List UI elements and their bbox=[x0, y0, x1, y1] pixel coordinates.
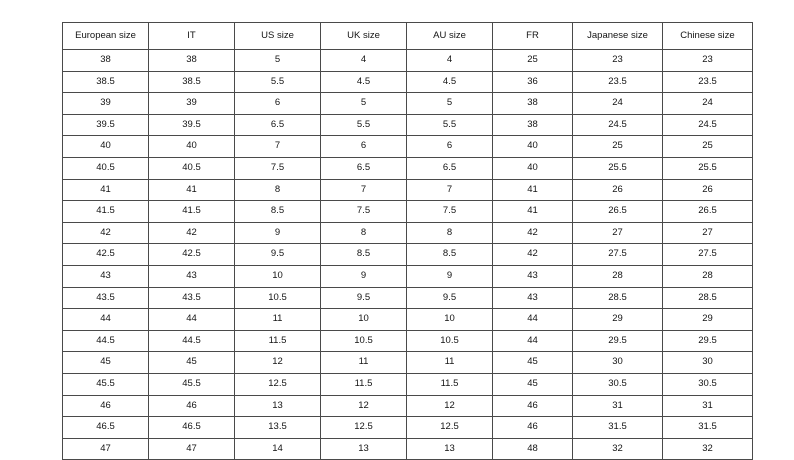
table-row bbox=[63, 265, 753, 287]
table-body bbox=[63, 50, 753, 460]
table-cell: 12.5 bbox=[321, 417, 407, 439]
table-cell: 4 bbox=[321, 50, 407, 72]
table-cell: 30 bbox=[573, 352, 663, 374]
table-cell: 26.5 bbox=[663, 201, 753, 223]
table-cell: 7 bbox=[235, 136, 321, 158]
table-cell: 42.5 bbox=[63, 244, 149, 266]
table-cell: 25 bbox=[573, 136, 663, 158]
table-cell: 10 bbox=[235, 265, 321, 287]
table-cell: 28 bbox=[663, 265, 753, 287]
table-cell: 11.5 bbox=[321, 373, 407, 395]
table-cell: 25.5 bbox=[573, 157, 663, 179]
table-cell: 26.5 bbox=[573, 201, 663, 223]
table-cell: 11.5 bbox=[235, 330, 321, 352]
table-cell: 13 bbox=[235, 395, 321, 417]
table-row bbox=[63, 222, 753, 244]
table-cell: 6.5 bbox=[235, 114, 321, 136]
table-row bbox=[63, 114, 753, 136]
table-cell: 38.5 bbox=[149, 71, 235, 93]
table-row bbox=[63, 438, 753, 460]
table-cell: 44 bbox=[149, 309, 235, 331]
table-cell: 27 bbox=[573, 222, 663, 244]
table-cell: 27 bbox=[663, 222, 753, 244]
table-cell: 42 bbox=[493, 222, 573, 244]
column-header: IT bbox=[149, 23, 235, 50]
table-cell: 5 bbox=[321, 93, 407, 115]
table-cell: 5.5 bbox=[407, 114, 493, 136]
table-cell: 25 bbox=[493, 50, 573, 72]
table-cell: 43.5 bbox=[63, 287, 149, 309]
table-cell: 11.5 bbox=[407, 373, 493, 395]
table-cell: 39.5 bbox=[149, 114, 235, 136]
table-cell: 13.5 bbox=[235, 417, 321, 439]
table-cell: 40 bbox=[63, 136, 149, 158]
table-cell: 8.5 bbox=[235, 201, 321, 223]
table-cell: 43 bbox=[149, 265, 235, 287]
table-row bbox=[63, 309, 753, 331]
table-row bbox=[63, 373, 753, 395]
table-cell: 47 bbox=[63, 438, 149, 460]
table-cell: 39 bbox=[63, 93, 149, 115]
table-cell: 23 bbox=[573, 50, 663, 72]
table-cell: 41 bbox=[63, 179, 149, 201]
table-cell: 45.5 bbox=[63, 373, 149, 395]
table-cell: 46 bbox=[149, 395, 235, 417]
table-cell: 41.5 bbox=[149, 201, 235, 223]
table-cell: 24 bbox=[573, 93, 663, 115]
table-cell: 46 bbox=[493, 417, 573, 439]
table-cell: 6.5 bbox=[321, 157, 407, 179]
table-cell: 5 bbox=[235, 50, 321, 72]
table-cell: 40.5 bbox=[63, 157, 149, 179]
table-cell: 40 bbox=[493, 136, 573, 158]
table-cell: 7 bbox=[407, 179, 493, 201]
table-cell: 36 bbox=[493, 71, 573, 93]
table-cell: 44 bbox=[63, 309, 149, 331]
table-cell: 13 bbox=[321, 438, 407, 460]
table-row bbox=[63, 71, 753, 93]
table-cell: 12.5 bbox=[407, 417, 493, 439]
table-cell: 29 bbox=[663, 309, 753, 331]
table-row bbox=[63, 244, 753, 266]
table-cell: 24.5 bbox=[663, 114, 753, 136]
table-cell: 28.5 bbox=[573, 287, 663, 309]
table-row bbox=[63, 201, 753, 223]
table-row bbox=[63, 179, 753, 201]
table-cell: 42 bbox=[149, 222, 235, 244]
table-cell: 6 bbox=[235, 93, 321, 115]
table-cell: 6 bbox=[321, 136, 407, 158]
table-cell: 4 bbox=[407, 50, 493, 72]
table-cell: 10 bbox=[321, 309, 407, 331]
table-cell: 23.5 bbox=[573, 71, 663, 93]
table-cell: 30.5 bbox=[663, 373, 753, 395]
table-row bbox=[63, 157, 753, 179]
table-cell: 29.5 bbox=[573, 330, 663, 352]
table-cell: 47 bbox=[149, 438, 235, 460]
table-cell: 43 bbox=[493, 265, 573, 287]
table-row bbox=[63, 352, 753, 374]
table-cell: 6.5 bbox=[407, 157, 493, 179]
table-cell: 45 bbox=[149, 352, 235, 374]
table-cell: 31.5 bbox=[573, 417, 663, 439]
table-cell: 44.5 bbox=[63, 330, 149, 352]
table-cell: 28 bbox=[573, 265, 663, 287]
table-cell: 10 bbox=[407, 309, 493, 331]
table-cell: 45 bbox=[493, 373, 573, 395]
table-cell: 25 bbox=[663, 136, 753, 158]
table-cell: 45 bbox=[63, 352, 149, 374]
table-cell: 12 bbox=[321, 395, 407, 417]
table-cell: 30.5 bbox=[573, 373, 663, 395]
table-cell: 39 bbox=[149, 93, 235, 115]
table-cell: 10.5 bbox=[235, 287, 321, 309]
table-cell: 8 bbox=[407, 222, 493, 244]
table-cell: 30 bbox=[663, 352, 753, 374]
table-cell: 10.5 bbox=[321, 330, 407, 352]
table-cell: 48 bbox=[493, 438, 573, 460]
table-cell: 43 bbox=[493, 287, 573, 309]
table-cell: 12.5 bbox=[235, 373, 321, 395]
table-row bbox=[63, 395, 753, 417]
table-cell: 9 bbox=[235, 222, 321, 244]
table-cell: 46 bbox=[63, 395, 149, 417]
table-header-row bbox=[63, 23, 753, 50]
table-cell: 9.5 bbox=[321, 287, 407, 309]
table-cell: 41 bbox=[493, 201, 573, 223]
table-cell: 11 bbox=[235, 309, 321, 331]
table-cell: 39.5 bbox=[63, 114, 149, 136]
table-cell: 42.5 bbox=[149, 244, 235, 266]
table-cell: 42 bbox=[63, 222, 149, 244]
table-cell: 11 bbox=[321, 352, 407, 374]
table-cell: 32 bbox=[573, 438, 663, 460]
table-cell: 25.5 bbox=[663, 157, 753, 179]
table-cell: 29.5 bbox=[663, 330, 753, 352]
table-cell: 4.5 bbox=[407, 71, 493, 93]
table-cell: 12 bbox=[407, 395, 493, 417]
table-cell: 24.5 bbox=[573, 114, 663, 136]
table-cell: 38 bbox=[493, 114, 573, 136]
table-cell: 10.5 bbox=[407, 330, 493, 352]
table-cell: 14 bbox=[235, 438, 321, 460]
table-cell: 8 bbox=[235, 179, 321, 201]
table-cell: 41 bbox=[149, 179, 235, 201]
table-cell: 42 bbox=[493, 244, 573, 266]
table-row bbox=[63, 136, 753, 158]
table-cell: 5 bbox=[407, 93, 493, 115]
table-row bbox=[63, 93, 753, 115]
table-cell: 26 bbox=[573, 179, 663, 201]
table-cell: 31 bbox=[573, 395, 663, 417]
table-cell: 7 bbox=[321, 179, 407, 201]
column-header: FR bbox=[493, 23, 573, 50]
table-cell: 27.5 bbox=[663, 244, 753, 266]
table-cell: 7.5 bbox=[321, 201, 407, 223]
table-cell: 31.5 bbox=[663, 417, 753, 439]
table-cell: 8.5 bbox=[407, 244, 493, 266]
table-cell: 9 bbox=[321, 265, 407, 287]
column-header: Chinese size bbox=[663, 23, 753, 50]
table-cell: 46.5 bbox=[63, 417, 149, 439]
table-cell: 6 bbox=[407, 136, 493, 158]
table-cell: 11 bbox=[407, 352, 493, 374]
table-cell: 8.5 bbox=[321, 244, 407, 266]
table-cell: 40 bbox=[493, 157, 573, 179]
column-header: UK size bbox=[321, 23, 407, 50]
table-cell: 29 bbox=[573, 309, 663, 331]
table-cell: 38.5 bbox=[63, 71, 149, 93]
table-cell: 45 bbox=[493, 352, 573, 374]
table-cell: 5.5 bbox=[235, 71, 321, 93]
table-cell: 28.5 bbox=[663, 287, 753, 309]
table-row bbox=[63, 330, 753, 352]
column-header: US size bbox=[235, 23, 321, 50]
table-cell: 8 bbox=[321, 222, 407, 244]
table-cell: 7.5 bbox=[235, 157, 321, 179]
table-cell: 5.5 bbox=[321, 114, 407, 136]
table-cell: 38 bbox=[493, 93, 573, 115]
table-row bbox=[63, 287, 753, 309]
column-header: AU size bbox=[407, 23, 493, 50]
table-cell: 43.5 bbox=[149, 287, 235, 309]
size-conversion-table-wrapper bbox=[62, 22, 735, 460]
table-cell: 27.5 bbox=[573, 244, 663, 266]
table-cell: 9.5 bbox=[407, 287, 493, 309]
table-cell: 12 bbox=[235, 352, 321, 374]
table-cell: 13 bbox=[407, 438, 493, 460]
table-cell: 24 bbox=[663, 93, 753, 115]
table-cell: 9 bbox=[407, 265, 493, 287]
table-cell: 26 bbox=[663, 179, 753, 201]
table-cell: 38 bbox=[149, 50, 235, 72]
table-cell: 40 bbox=[149, 136, 235, 158]
table-cell: 9.5 bbox=[235, 244, 321, 266]
table-cell: 23 bbox=[663, 50, 753, 72]
table-row bbox=[63, 417, 753, 439]
table-row bbox=[63, 50, 753, 72]
table-cell: 44.5 bbox=[149, 330, 235, 352]
table-cell: 41 bbox=[493, 179, 573, 201]
table-header bbox=[63, 23, 753, 50]
table-cell: 7.5 bbox=[407, 201, 493, 223]
table-cell: 46 bbox=[493, 395, 573, 417]
table-cell: 44 bbox=[493, 309, 573, 331]
table-cell: 38 bbox=[63, 50, 149, 72]
column-header: European size bbox=[63, 23, 149, 50]
table-cell: 31 bbox=[663, 395, 753, 417]
table-cell: 4.5 bbox=[321, 71, 407, 93]
table-cell: 40.5 bbox=[149, 157, 235, 179]
table-cell: 44 bbox=[493, 330, 573, 352]
size-conversion-table bbox=[62, 22, 753, 460]
table-cell: 23.5 bbox=[663, 71, 753, 93]
table-cell: 32 bbox=[663, 438, 753, 460]
table-cell: 45.5 bbox=[149, 373, 235, 395]
table-cell: 43 bbox=[63, 265, 149, 287]
table-cell: 46.5 bbox=[149, 417, 235, 439]
column-header: Japanese size bbox=[573, 23, 663, 50]
table-cell: 41.5 bbox=[63, 201, 149, 223]
